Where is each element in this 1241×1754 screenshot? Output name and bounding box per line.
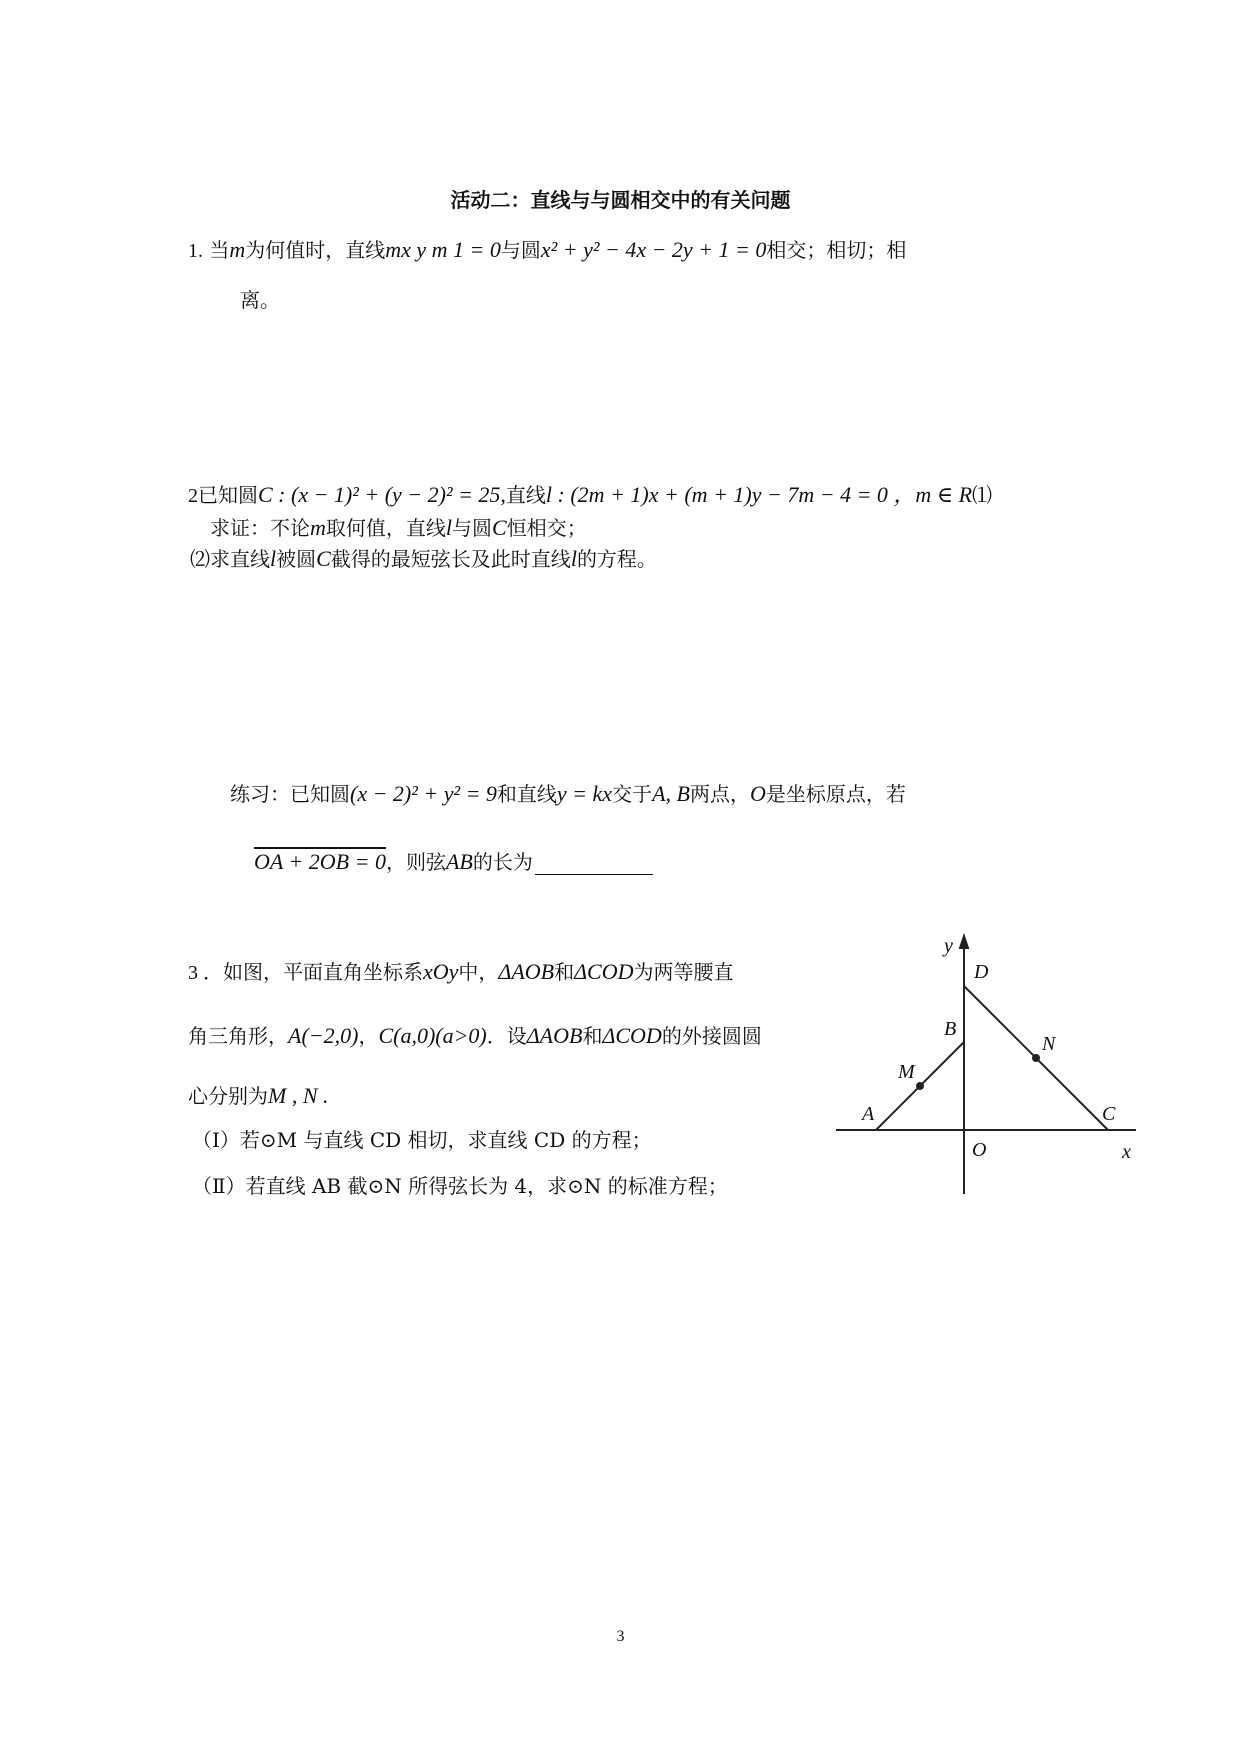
q3-text: 角三角形， bbox=[188, 1024, 288, 1048]
point-c: C(a,0)(a>0) bbox=[378, 1023, 487, 1048]
line-equation: mx y m 1 = 0 bbox=[385, 237, 501, 262]
point-a: A(−2,0) bbox=[288, 1023, 359, 1048]
q2-text: 已知圆 bbox=[198, 483, 258, 507]
coordinate-figure bbox=[836, 930, 1156, 1200]
q3-text: 和 bbox=[554, 960, 575, 984]
q2-text: 取何值，直线 bbox=[325, 516, 446, 540]
n-label: N bbox=[1042, 1033, 1056, 1055]
circle-equation: x² + y² − 4x − 2y + 1 = 0 bbox=[540, 237, 767, 262]
question-2-part-2 bbox=[190, 543, 657, 572]
variable-c: C bbox=[316, 546, 331, 571]
q1-text: 相交；相切；相 bbox=[766, 238, 907, 262]
practice-text: 两点， bbox=[689, 782, 750, 806]
question-number: 1. bbox=[188, 240, 203, 262]
q3-text: 心分别为 bbox=[188, 1084, 268, 1108]
practice-text: 的长为 bbox=[472, 850, 533, 874]
point-o: O bbox=[749, 781, 766, 806]
q2-text: 求直线 bbox=[210, 547, 270, 571]
x-label: x bbox=[1122, 1141, 1131, 1163]
question-2-part-1 bbox=[210, 512, 587, 541]
question-3-line-2 bbox=[188, 1020, 762, 1049]
line-equation: l : (2m + 1)x + (m + 1)y − 7m − 4 = 0 ，m ∈ R bbox=[545, 482, 973, 507]
variable-l: l bbox=[570, 546, 577, 571]
q2-text: 求证：不论 bbox=[210, 516, 310, 540]
page-number: 3 bbox=[616, 1628, 625, 1645]
circle-equation: (x − 2)² + y² = 9 bbox=[350, 781, 497, 806]
q3-text: ， bbox=[358, 1024, 379, 1048]
question-number: 2 bbox=[188, 485, 198, 507]
m-label: M bbox=[898, 1061, 915, 1083]
coordinate-system: xOy bbox=[423, 959, 459, 984]
triangle-cod: ΔCOD bbox=[574, 959, 634, 984]
practice-line-2 bbox=[254, 846, 653, 875]
question-3-line-3 bbox=[188, 1080, 329, 1109]
q3-part-text: （Ⅱ）若直线 AB 截⊙N 所得弦长为 4，求⊙N 的标准方程； bbox=[192, 1174, 728, 1198]
a-label: A bbox=[862, 1103, 875, 1125]
q3-text: ．设 bbox=[486, 1024, 527, 1048]
question-3-line-1 bbox=[188, 956, 733, 985]
q3-text: 如图，平面直角坐标系 bbox=[223, 960, 423, 984]
points-ab: A, B bbox=[652, 781, 690, 806]
variable-l: l bbox=[270, 546, 277, 571]
variable-m: m bbox=[229, 237, 246, 262]
chord-ab: AB bbox=[445, 849, 473, 874]
answer-blank[interactable] bbox=[535, 854, 653, 875]
point-n-dot bbox=[1032, 1054, 1040, 1062]
q1-text: 与圆 bbox=[500, 238, 541, 262]
practice-label: 练习：已知圆 bbox=[230, 782, 350, 806]
vector-equation: OA + 2OB = 0 bbox=[254, 849, 386, 874]
part-marker: ⑴ bbox=[972, 483, 993, 507]
q2-text: 的方程。 bbox=[576, 547, 657, 571]
q2-text: 与圆 bbox=[452, 516, 493, 540]
circle-equation: C : (x − 1)² + (y − 2)² = 25, bbox=[258, 482, 506, 507]
question-2-line-1 bbox=[188, 478, 992, 509]
variable-c: C bbox=[492, 515, 507, 540]
b-label: B bbox=[944, 1018, 957, 1040]
o-label: O bbox=[972, 1139, 987, 1161]
triangle-aob: ΔAOB bbox=[526, 1023, 583, 1048]
question-3-part-1 bbox=[192, 1124, 652, 1153]
point-m-dot bbox=[916, 1082, 924, 1090]
question-number: 3 ． bbox=[188, 962, 223, 984]
q2-text: 截得的最短弦长及此时直线 bbox=[330, 547, 571, 571]
y-label: y bbox=[944, 935, 953, 957]
practice-text: 交于 bbox=[612, 782, 653, 806]
c-label: C bbox=[1102, 1103, 1116, 1125]
line-equation: y = kx bbox=[556, 781, 613, 806]
variable-l: l bbox=[445, 515, 453, 540]
q3-part-text: （Ⅰ）若⊙M 与直线 CD 相切，求直线 CD 的方程； bbox=[192, 1128, 652, 1152]
q2-text: 直线 bbox=[505, 483, 546, 507]
practice-text: 和直线 bbox=[496, 782, 557, 806]
d-label: D bbox=[974, 961, 989, 983]
question-1-line-2 bbox=[240, 284, 280, 313]
part-marker: ⑵ bbox=[190, 547, 210, 571]
q2-text: 恒相交； bbox=[506, 516, 587, 540]
centers-mn: M , N . bbox=[268, 1083, 329, 1108]
question-3-part-2 bbox=[192, 1170, 728, 1199]
q1-text: 为何值时，直线 bbox=[245, 238, 386, 262]
q3-text: 的外接圆圆 bbox=[661, 1024, 762, 1048]
y-axis-arrow-icon bbox=[960, 936, 968, 948]
q3-text: 中， bbox=[458, 960, 499, 984]
q2-text: 被圆 bbox=[276, 547, 317, 571]
variable-m: m bbox=[310, 515, 326, 540]
q3-text: 为两等腰直 bbox=[633, 960, 734, 984]
q3-text: 和 bbox=[582, 1024, 603, 1048]
section-title: 活动二：直线与与圆相交中的有关问题 bbox=[450, 188, 791, 212]
q1-text: 当 bbox=[209, 238, 230, 262]
practice-text: 是坐标原点，若 bbox=[765, 782, 906, 806]
q1-text: 离。 bbox=[240, 288, 280, 312]
practice-line-1 bbox=[230, 778, 906, 807]
triangle-aob: ΔAOB bbox=[498, 959, 555, 984]
practice-text: ，则弦 bbox=[385, 850, 446, 874]
question-1-line-1 bbox=[188, 234, 906, 263]
triangle-cod: ΔCOD bbox=[602, 1023, 662, 1048]
